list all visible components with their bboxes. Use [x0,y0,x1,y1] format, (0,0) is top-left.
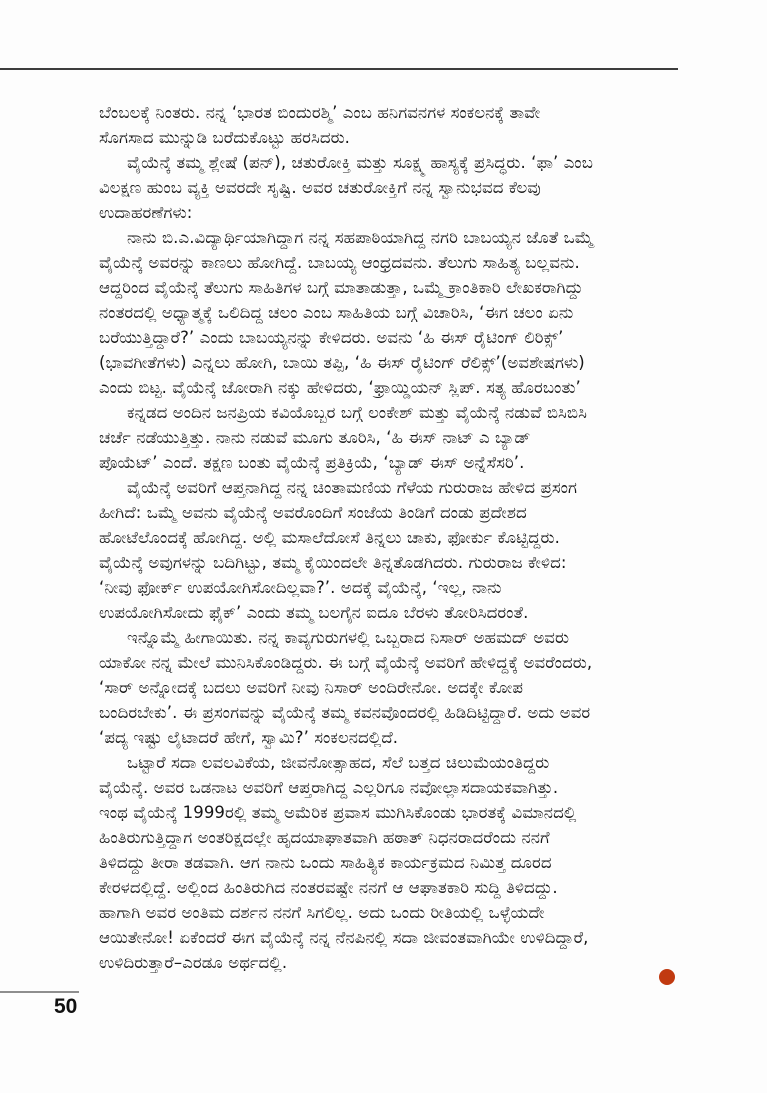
text-line: ಇನ್ನೊಮ್ಮೆ ಹೀಗಾಯಿತು. ನನ್ನ ಕಾವ್ಯಗುರುಗಳಲ್ಲಿ ಒಬ್ಬರಾದ ನಿಸಾರ್ ಅಹಮದ್ ಅವರು [127,628,570,647]
text-line: ಯಾಕೋ ನನ್ನ ಮೇಲೆ ಮುನಿಸಿಕೊಂಡಿದ್ದರು. ಈ ಬಗ್ಗೆ ವೈಯೆನ್ಕೆ ಅವರಿಗೆ ಹೇಳಿದ್ದಕ್ಕೆ ಅವರೆಂದರು, [99,653,593,672]
text-line: ಬಂದಿರಬೇಕು’. ಈ ಪ್ರಸಂಗವನ್ನು ವೈಯೆನ್ಕೆ ತಮ್ಮ ಕವನವೊಂದರಲ್ಲಿ ಹಿಡಿದಿಟ್ಟಿದ್ದಾರೆ. ಅದು ಅವರ [99,703,591,722]
text-line: ಎಂದು ಬಿಟ್ಟ. ವೈಯೆನ್ಕೆ ಜೋರಾಗಿ ನಕ್ಕು ಹೇಳಿದರು, ‘ಫ್ರಾಯ್ಡಿಯನ್ ಸ್ಲಿಪ್. ಸತ್ಯ ಹೊರಬಂತು’ [99,378,581,397]
text-line: ವೈಯೆನ್ಕೆ. ಅವರ ಒಡನಾಟ ಅವರಿಗೆ ಆಪ್ತರಾಗಿದ್ದ ಎಲ್ಲರಿಗೂ ನವೋಲ್ಲಾಸದಾಯಕವಾಗಿತ್ತು. [99,778,559,797]
text-line: ಹೋಟೆಲೊಂದಕ್ಕೆ ಹೋಗಿದ್ದ. ಅಲ್ಲಿ ಮಸಾಲೆದೋಸೆ ತಿನ್ನಲು ಚಾಕು, ಫೋರ್ಕು ಕೊಟ್ಟಿದ್ದರು. [99,528,560,547]
text-line: ನಂತರದಲ್ಲಿ ಅಧ್ಯಾತ್ಮಕ್ಕೆ ಒಲಿದಿದ್ದ ಚಲಂ ಎಂಬ ಸಾಹಿತಿಯ ಬಗ್ಗೆ ವಿಚಾರಿಸಿ, ‘ಈಗ ಚಲಂ ಏನು [99,303,574,322]
text-line: ಉಳಿದಿರುತ್ತಾರೆ–ಎರಡೂ ಅರ್ಥದಲ್ಲಿ. [99,953,288,972]
text-line: ವಿಲಕ್ಷಣ ಹುಂಬ ವ್ಯಕ್ತಿ ಅವರದೇ ಸೃಷ್ಟಿ. ಅವರ ಚತುರೋಕ್ತಿಗೆ ನನ್ನ ಸ್ವಾನುಭವದ ಕೆಲವು [99,178,541,197]
text-line: ‘ಸಾರ್ ಅನ್ನೋದಕ್ಕೆ ಬದಲು ಅವರಿಗೆ ನೀವು ನಿಸಾರ್ ಅಂದಿರೇನೋ. ಅದಕ್ಕೇ ಕೋಪ [99,678,524,697]
text-line: ಆಯಿತೇನೋ! ಏಕೆಂದರೆ ಈಗ ವೈಯೆನ್ಕೆ ನನ್ನ ನೆನಪಿನಲ್ಲಿ ಸದಾ ಜೀವಂತವಾಗಿಯೇ ಉಳಿದಿದ್ದಾರೆ, [99,928,589,947]
text-line: ‘ಪದ್ಯ ಇಷ್ಟು ಲೈಟಾದರೆ ಹೇಗೆ, ಸ್ವಾಮಿ?’ ಸಂಕಲನದಲ್ಲಿದೆ. [99,728,399,747]
text-line: ಕೇರಳದಲ್ಲಿದ್ದೆ. ಅಲ್ಲಿಂದ ಹಿಂತಿರುಗಿದ ನಂತರವಷ್ಟೇ ನನಗೆ ಆ ಆಘಾತಕಾರಿ ಸುದ್ದಿ ತಿಳಿದದ್ದು. [99,878,558,897]
text-line: ಹಾಗಾಗಿ ಅವರ ಅಂತಿಮ ದರ್ಶನ ನನಗೆ ಸಿಗಲಿಲ್ಲ. ಅದು ಒಂದು ರೀತಿಯಲ್ಲಿ ಒಳ್ಳೆಯದೇ [99,903,545,922]
text-line: ಒಟ್ಟಾರೆ ಸದಾ ಲವಲವಿಕೆಯ, ಜೀವನೋತ್ಸಾಹದ, ಸೆಲೆ ಬತ್ತದ ಚಿಲುಮೆಯಂತಿದ್ದರು [127,753,550,772]
text-line: ವೈಯೆನ್ಕೆ ಅವರನ್ನು ಕಾಣಲು ಹೋಗಿದ್ದೆ. ಬಾಬಯ್ಯ ಆಂಧ್ರದವನು. ತೆಲುಗು ಸಾಹಿತ್ಯ ಬಲ್ಲವನು. [99,253,580,272]
text-line: ನಾನು ಬಿ.ಎ.ವಿದ್ಯಾರ್ಥಿಯಾಗಿದ್ದಾಗ ನನ್ನ ಸಹಪಾಠಿಯಾಗಿದ್ದ ನಗರಿ ಬಾಬಯ್ಯನ ಜೊತೆ ಒಮ್ಮೆ [127,228,594,247]
text-line: ಉಪಯೋಗಿಸೋದು ಫೈಕ್’ ಎಂದು ತಮ್ಮ ಬಲಗೈನ ಐದೂ ಬೆರಳು ತೋರಿಸಿದರಂತೆ. [99,603,529,622]
page-number: 50 [54,995,78,1018]
text-line: ಬೆಂಬಲಕ್ಕೆ ನಿಂತರು. ನನ್ನ ‘ಭಾರತ ಬಿಂದುರಶ್ಮಿ’ ಎಂಬ ಹನಿಗವನಗಳ ಸಂಕಲನಕ್ಕೆ ತಾವೇ [99,103,541,122]
text-line: ಆದ್ದರಿಂದ ವೈಯೆನ್ಕೆ ತೆಲುಗು ಸಾಹಿತಿಗಳ ಬಗ್ಗೆ ಮಾತಾಡುತ್ತಾ, ಒಮ್ಮೆ ಕ್ರಾಂತಿಕಾರಿ ಲೇಖಕರಾಗಿದ್ದು [99,278,584,297]
end-of-article-marker [659,969,675,985]
text-line: ವೈಯೆನ್ಕೆ ಅವುಗಳನ್ನು ಬದಿಗಿಟ್ಟು, ತಮ್ಮ ಕೈಯಿಂದಲೇ ತಿನ್ನತೊಡಗಿದರು. ಗುರುರಾಜ ಕೇಳಿದ: [99,553,567,572]
text-line: (ಭಾವಗೀತೆಗಳು) ಎನ್ನಲು ಹೋಗಿ, ಬಾಯಿ ತಪ್ಪಿ, ‘ಹಿ ಈಸ್ ರೈಟಿಂಗ್ ರೆಲಿಕ್ಸ್’(ಅವಶೇಷಗಳು) [99,353,585,372]
text-line: ಇಂಥ ವೈಯೆನ್ಕೆ 1999ರಲ್ಲಿ ತಮ್ಮ ಅಮೆರಿಕ ಪ್ರವಾಸ ಮುಗಿಸಿಕೊಂಡು ಭಾರತಕ್ಕೆ ವಿಮಾನದಲ್ಲಿ [99,803,577,822]
text-line: ತಿಳಿದದ್ದು ತೀರಾ ತಡವಾಗಿ. ಆಗ ನಾನು ಒಂದು ಸಾಹಿತ್ಯಿಕ ಕಾರ್ಯಕ್ರಮದ ನಿಮಿತ್ತ ದೂರದ [99,853,552,872]
text-line: ಪೊಯೆಟ್’ ಎಂದೆ. ತಕ್ಷಣ ಬಂತು ವೈಯೆನ್ಕೆ ಪ್ರತಿಕ್ರಿಯೆ, ‘ಬ್ಯಾಡ್ ಈಸ್ ಅನ್ನೆಸೆಸರಿ’. [99,453,525,472]
text-line: ‘ನೀವು ಫೋರ್ಕ್ ಉಪಯೋಗಿಸೋದಿಲ್ಲವಾ?’. ಅದಕ್ಕೆ ವೈಯೆನ್ಕೆ, ‘ಇಲ್ಲ, ನಾನು [99,578,502,597]
text-line: ವೈಯೆನ್ಕೆ ಅವರಿಗೆ ಆಪ್ತನಾಗಿದ್ದ ನನ್ನ ಚಿಂತಾಮಣಿಯ ಗೆಳೆಯ ಗುರುರಾಜ ಹೇಳಿದ ಪ್ರಸಂಗ [127,478,578,497]
text-line: ಚರ್ಚೆ ನಡೆಯುತ್ತಿತ್ತು. ನಾನು ನಡುವೆ ಮೂಗು ತೂರಿಸಿ, ‘ಹಿ ಈಸ್ ನಾಟ್ ಎ ಬ್ಯಾಡ್ [99,428,531,447]
text-line: ಉದಾಹರಣೆಗಳು: [99,203,193,222]
header-rule [0,68,678,70]
text-line: ಸೊಗಸಾದ ಮುನ್ನುಡಿ ಬರೆದುಕೊಟ್ಟು ಹರಸಿದರು. [99,128,351,147]
text-line: ಬರೆಯುತ್ತಿದ್ದಾರೆ?’ ಎಂದು ಬಾಬಯ್ಯನನ್ನು ಕೇಳಿದರು. ಅವನು ‘ಹಿ ಈಸ್ ರೈಟಿಂಗ್ ಲಿರಿಕ್ಸ್’ [99,328,564,347]
article-body [99,100,695,975]
footer-rule [0,991,79,993]
text-line: ಹಿಂತಿರುಗುತ್ತಿದ್ದಾಗ ಅಂತರಿಕ್ಷದಲ್ಲೇ ಹೃದಯಾಘಾತವಾಗಿ ಹಠಾತ್ ನಿಧನರಾದರೆಂದು ನನಗೆ [99,828,550,847]
text-line: ಕನ್ನಡದ ಅಂದಿನ ಜನಪ್ರಿಯ ಕವಿಯೊಬ್ಬರ ಬಗ್ಗೆ ಲಂಕೇಶ್ ಮತ್ತು ವೈಯೆನ್ಕೆ ನಡುವೆ ಬಿಸಿಬಿಸಿ [127,403,587,422]
text-line: ವೈಯೆನ್ಕೆ ತಮ್ಮ ಶ್ಲೇಷೆ (ಪನ್), ಚತುರೋಕ್ತಿ ಮತ್ತು ಸೂಕ್ಷ್ಮ ಹಾಸ್ಯಕ್ಕೆ ಪ್ರಸಿದ್ಧರು. ‘ಫಾ’ ಎಂಬ [127,153,593,172]
text-line: ಹೀಗಿದೆ: ಒಮ್ಮೆ ಅವನು ವೈಯೆನ್ಕೆ ಅವರೊಂದಿಗೆ ಸಂಜೆಯ ತಿಂಡಿಗೆ ದಂಡು ಪ್ರದೇಶದ [99,503,527,522]
